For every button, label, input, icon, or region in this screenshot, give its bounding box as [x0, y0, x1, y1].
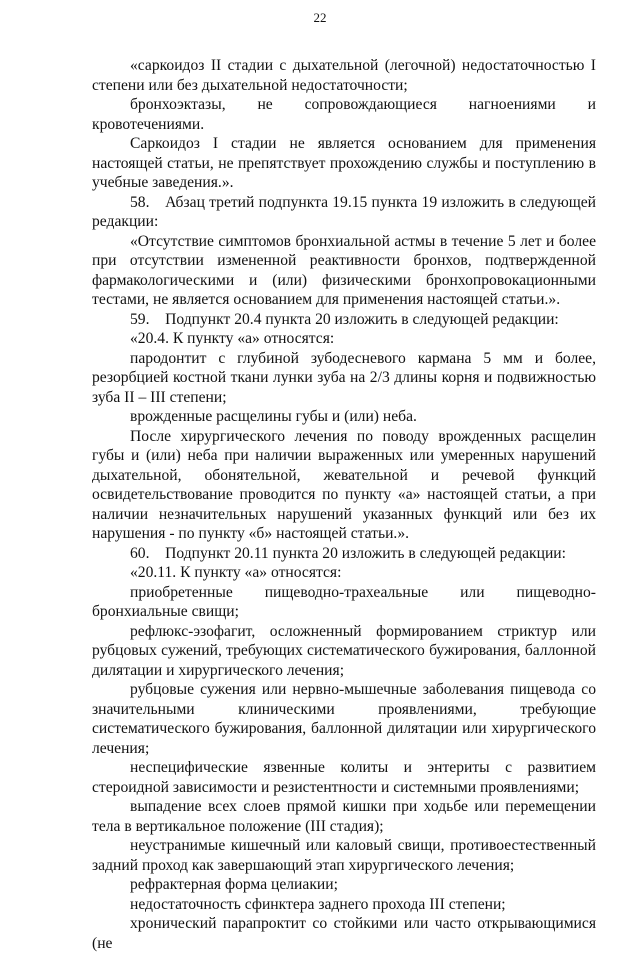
paragraph: приобретенные пищеводно-трахеальные или пищеводно-бронхиальные свищи; — [92, 583, 596, 620]
paragraph: выпадение всех слоев прямой кишки при ходьбе или перемещении тела в вертикальное положение (III стадия); — [92, 798, 596, 835]
paragraph: «Отсутствие симптомов бронхиальной астмы в течение 5 лет и более при отсутствии измененной реактивности бронхов, подтвержденной фармакологическими и (или) физическими бронхопровокационными тестами, не является основанием для применения настоящей статьи.». — [92, 232, 596, 308]
paragraph: рефлюкс-эзофагит, осложненный формированием стриктур или рубцовых сужений, требующих систематического бужирования, баллонной дилятации и хирургического лечения; — [92, 622, 596, 679]
paragraph: пародонтит с глубиной зубодесневого кармана 5 мм и более, резорбцией костной ткани лунки зуба на 2/3 длины корня и подвижностью зуба II – III степени; — [92, 349, 596, 406]
paragraph: хронический парапроктит со стойкими или часто открывающимися (не — [92, 915, 596, 952]
paragraph: «саркоидоз II стадии с дыхательной (легочной) недостаточностью I степени или без дыхательной недостаточности; — [92, 57, 596, 94]
paragraph: «20.11. К пункту «а» относятся: — [130, 564, 342, 581]
numbered-paragraph: 58. Абзац третий подпункта 19.15 пункта 19 изложить в следующей редакции: — [92, 193, 596, 230]
paragraph: После хирургического лечения по поводу врожденных расщелин губы и (или) неба при наличии выраженных или умеренных нарушений дыхательной, обонятельной, жевательной и речевой функций освидетельствование проводится по пункту «а» настоящей статьи, а при наличии незначительных нарушений указанных функций или без их нарушения - по пункту «б» настоящей статьи.». — [92, 427, 596, 542]
paragraph: бронхоэктазы, не сопровождающиеся нагноениями и кровотечениями. — [92, 96, 596, 133]
paragraph: врожденные расщелины губы и (или) неба. — [130, 408, 417, 425]
paragraph: неспецифические язвенные колиты и энтериты с развитием стероидной зависимости и резистентности и системными проявлениями; — [92, 759, 596, 796]
paragraph: рефрактерная форма целиакии; — [130, 876, 338, 893]
paragraph: Саркоидоз I стадии не является основанием для применения настоящей статьи, не препятствует прохождению службы и поступлению в учебные заведения.». — [92, 135, 596, 191]
numbered-paragraph: 59. Подпункт 20.4 пункта 20 изложить в следующей редакции: — [130, 310, 559, 328]
paragraph: «20.4. К пункту «а» относятся: — [130, 330, 335, 347]
paragraph: рубцовые сужения или нервно-мышечные заболевания пищевода со значительными клиническими проявлениями, требующие систематического бужирования, баллонной дилятации или хирургического лечения; — [92, 681, 596, 757]
numbered-paragraph: 60. Подпункт 20.11 пункта 20 изложить в следующей редакции: — [130, 544, 566, 562]
body-text — [92, 56, 596, 953]
page-number: 22 — [313, 10, 327, 25]
paragraph: неустранимые кишечный или каловый свищи, противоестественный задний проход как завершающий этап хирургического лечения; — [92, 837, 596, 874]
paragraph: недостаточность сфинктера заднего прохода III степени; — [130, 895, 506, 913]
